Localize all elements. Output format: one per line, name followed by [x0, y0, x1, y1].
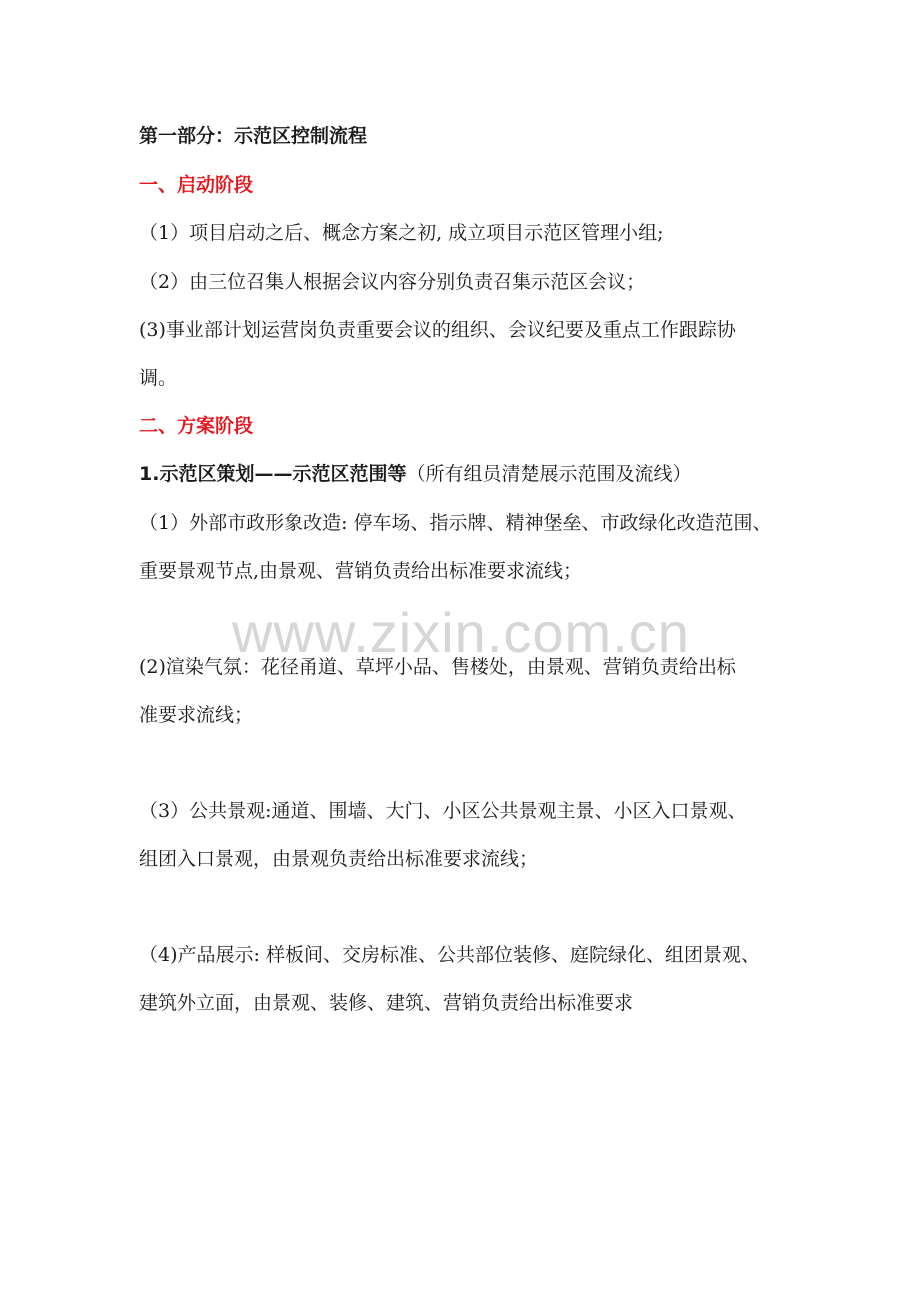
subsection-title-note: （所有组员清楚展示范围及流线）	[406, 463, 692, 485]
paragraph-line: 组团入口景观，由景观负责给出标准要求流线；	[139, 848, 539, 870]
subsection-title-bold: 1.示范区策划——示范区范围等	[139, 463, 407, 485]
paragraph-line: （4)产品展示: 样板间、交房标准、公共部位装修、庭院绿化、组团景观、	[139, 944, 760, 966]
paragraph-line: 调。	[139, 367, 178, 389]
paragraph-line: (2)渲染气氛：花径甬道、草坪小品、售楼处，由景观、营销负责给出标	[139, 656, 736, 678]
section-heading-startup: 一、启动阶段	[139, 174, 254, 196]
paragraph-line: (3)事业部计划运营岗负责重要会议的组织、会议纪要及重点工作跟踪协	[139, 319, 736, 341]
paragraph-line: （1）外部市政形象改造: 停车场、指示牌、精神堡垒、市政绿化改造范围、	[139, 512, 772, 534]
watermark: www.zixin.com.cn	[232, 601, 690, 664]
paragraph-line: （2）由三位召集人根据会议内容分别负责召集示范区会议；	[139, 271, 646, 293]
subsection-title	[139, 462, 691, 486]
paragraph-line: 重要景观节点,由景观、营销负责给出标准要求流线；	[139, 560, 583, 582]
paragraph-line: （3）公共景观:通道、围墙、大门、小区公共景观主景、小区入口景观、	[139, 800, 747, 822]
paragraph-line: 准要求流线；	[139, 704, 254, 726]
paragraph-line: （1）项目启动之后、概念方案之初, 成立项目示范区管理小组;	[139, 222, 664, 244]
part-title: 第一部分：示范区控制流程	[139, 125, 368, 147]
paragraph-line: 建筑外立面，由景观、装修、建筑、营销负责给出标准要求	[139, 992, 634, 1014]
section-heading-plan: 二、方案阶段	[139, 415, 254, 437]
